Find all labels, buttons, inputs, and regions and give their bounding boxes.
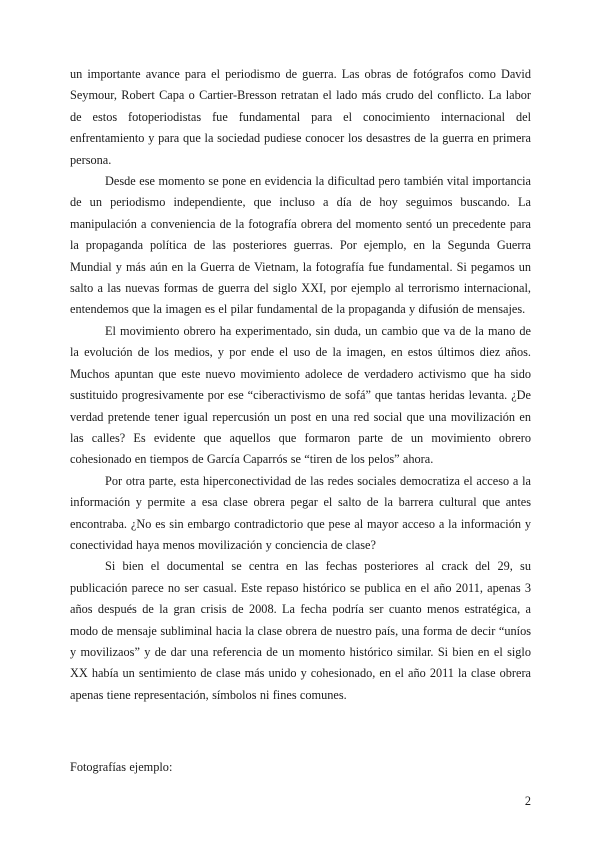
figures-intro-label: Fotografías ejemplo: (70, 760, 173, 775)
paragraph-periodismo-independiente: Desde ese momento se pone en evidencia la dificultad pero también vital importancia de un periodismo independiente, que incluso a día de hoy seguimos buscando. La manipulación a conveniencia de la fotografía obrera del momento sentó un precedente para la propaganda política de las posteriores guerras. Por ejemplo, en la Segunda Guerra Mundial y más aún en la Guerra de Vietnam, la fotografía fue fundamental. Si pegamos un salto a las nuevas formas de guerra del siglo XXI, por ejemplo al terrorismo internacional, entendemos que la imagen es el pilar fundamental de la propaganda y difusión de mensajes. (70, 174, 531, 317)
text-block (70, 64, 531, 779)
paragraph-hiperconectividad: Por otra parte, esta hiperconectividad de las redes sociales democratiza el acceso a la información y permite a esa clase obrera pegar el salto de la barrera cultural que antes encontraba. ¿No es sin embargo contradictorio que pese al mayor acceso a la información y conectividad haya menos movilización y conciencia de clase? (70, 473, 531, 552)
paragraph-continuation: un importante avance para el periodismo de guerra. Las obras de fotógrafos como David Seymour, Robert Capa o Cartier-Bresson retratan el lado más crudo del conflicto. La labor de estos fotoperiodistas fue fundamental para el conocimiento internacional del enfrentamiento y para que la sociedad pudiese conocer los desastres de la guerra en primera persona. (70, 67, 531, 167)
paragraph-documental-crack-29: Si bien el documental se centra en las fechas posteriores al crack del 29, su publicación parece no ser casual. Este repaso histórico se publica en el año 2011, apenas 3 años después de la gran crisis de 2008. La fecha podría ser cuanto menos estratégica, a modo de mensaje subliminal hacia la clase obrera de nuestro país, una forma de decir “uníos y movilizaos” y de dar una referencia de un momento histórico similar. Si bien en el siglo XX había un sentimiento de clase más unido y cohesionado, en el año 2011 la clase obrera apenas tiene representación, símbolos ni fines comunes. (70, 559, 531, 702)
page-number: 2 (524, 794, 531, 808)
paragraph-movimiento-obrero: El movimiento obrero ha experimentado, sin duda, un cambio que va de la mano de la evolución de los medios, y por ende el uso de la imagen, en estos últimos diez años. Muchos apuntan que este nuevo movimiento adolece de verdadero activismo que ha sido sustituido progresivamente por ese “ciberactivismo de sofá” que tantas heridas levanta. ¿De verdad pretende tener igual repercusión un post en una red social que una movilización en las calles? Es evidente que aquellos que formaron parte de un movimiento obrero cohesionado en tiempos de García Caparrós se “tiren de los pelos” ahora. (70, 323, 531, 467)
